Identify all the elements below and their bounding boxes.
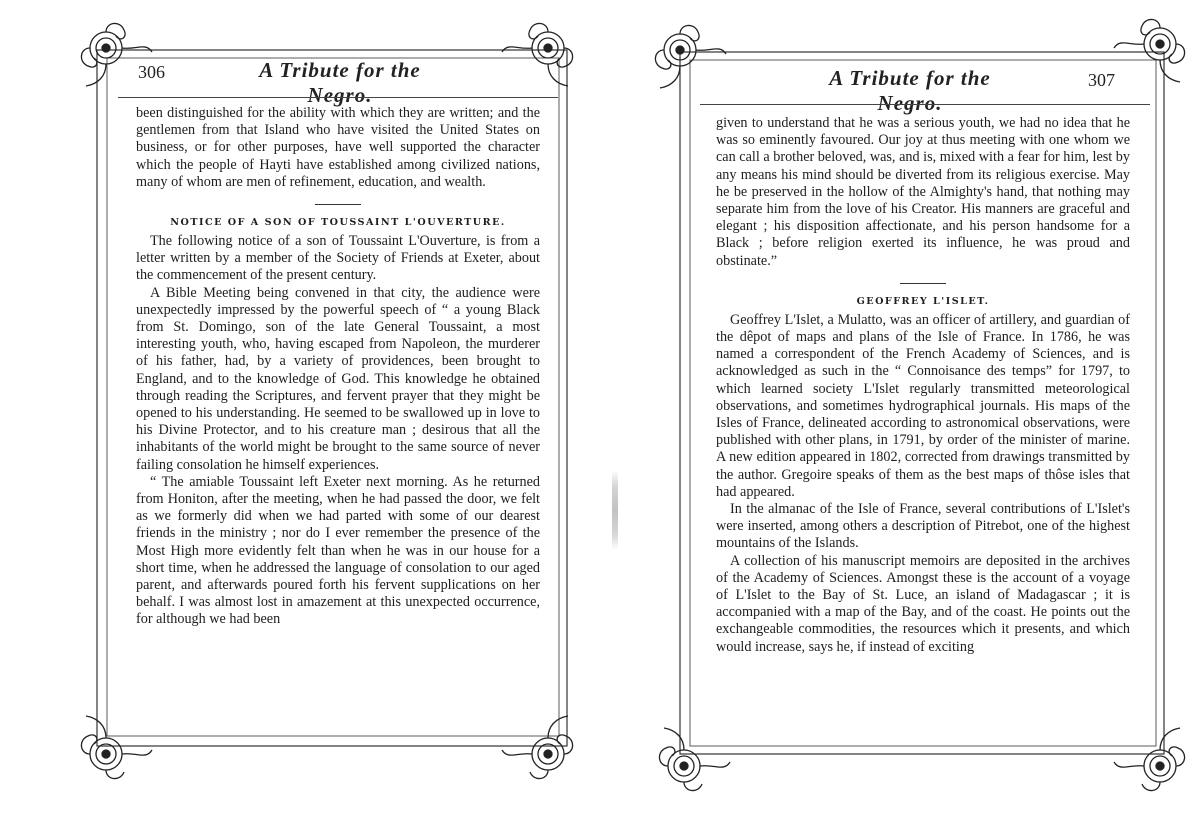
intro-paragraph: given to understand that he was a serious youth, we had no idea that he was so eminently favoured. Our joy at thus meeting with one whom we can call a brother beloved, was, and is, mixed with a fear for him, lest by any means his mind should be diverted from its religious exercise. May he be preserved in the hollow of the Almighty's hand, that nothing may separate him from the love of his Creator. His manners are graceful and elegant ; his disposition affectionate, and his person handsome for a Black ; before religion exerted its influence, he was proud and obstinate.” bbox=[716, 115, 1130, 269]
section-divider bbox=[900, 283, 946, 284]
corner-ornament-top-right bbox=[1110, 14, 1190, 86]
body-paragraph: “ The amiable Toussaint left Exeter next morning. As he returned from Honiton, after the meeting, when he had passed the door, we felt as we formerly did when we had parted with some of our dearest friends in the ministry ; nor do I ever remember the presence of the Most High more evidently felt than when he was in our house for a short time, when he addressed the language of consolation to our aged parent, and afterwards poured forth his fervent supplications on her behalf. I was almost lost in amazement at this unexpected occurrence, for although we had been bbox=[136, 473, 540, 628]
corner-ornament-top-right bbox=[498, 18, 578, 90]
header-rule bbox=[700, 104, 1150, 105]
corner-ornament-bottom-left bbox=[76, 712, 156, 784]
body-paragraph: Geoffrey L'Islet, a Mulatto, was an officer of artillery, and guardian of the dêpot of maps and plans of the Isle of France. In 1786, he was named a correspondent of the French Academy of Sciences, and is acknowledged as such in the “ Connoisance des temps” for 1797, to which learned society L'Islet regularly transmitted meteorological observations, and sometimes hydrographical journals. His maps of the Isles of France, delineated according to astronomical observations, were published with other plans, in 1791, by order of the minister of marine. A new edition appeared in 1802, corrected from drawings transmitted by the author. Gregoire speaks of them as the best maps of thôse isles that had appeared. bbox=[716, 311, 1130, 500]
body-paragraph: A Bible Meeting being convened in that city, the audience were unexpectedly impressed by the powerful speech of “ a young Black from St. Domingo, son of the late General Toussaint, a most interesting youth, who, having escaped from Napoleon, the murderer of his father, had, by a variety of providences, been brought to England, and to the knowledge of God. This knowledge he obtained through reading the Scriptures, and fervent prayer that they might be opened to his understanding. He seemed to be swallowed up in love to his Divine Protector, and to his creature man ; desirous that all the inhabitants of the world might be brought to the same source of never failing consolation he himself experiences. bbox=[136, 284, 540, 473]
header-rule bbox=[118, 97, 558, 98]
section-heading: NOTICE OF A SON OF TOUSSAINT L'OUVERTURE. bbox=[170, 217, 506, 229]
body-paragraph: A collection of his manuscript memoirs are deposited in the archives of the Academy of Sciences. Amongst these is the account of a voyage of L'Islet to the Bay of St. Luce, an island of Madagascar ; it is accompanied with a map of the Bay, and of the coast. He points out the exchangeable commodities, the resources which it presents, and which would increase, says he, if instead of exciting bbox=[716, 552, 1130, 655]
right-page-text bbox=[716, 115, 1130, 656]
section-divider bbox=[315, 204, 361, 205]
corner-ornament-top-left bbox=[650, 20, 730, 92]
body-paragraph: In the almanac of the Isle of France, several contributions of L'Islet's were inserted, among others a description of Pitrebot, one of the highest mountains of the Islands. bbox=[716, 501, 1130, 552]
left-page-text bbox=[136, 105, 540, 629]
corner-ornament-bottom-right bbox=[498, 712, 578, 784]
section-heading: GEOFFREY L'ISLET. bbox=[856, 295, 990, 307]
page-number: 307 bbox=[1088, 70, 1115, 90]
right-page bbox=[610, 0, 1200, 816]
running-head: A Tribute for the Negro. bbox=[829, 66, 991, 115]
body-paragraph: The following notice of a son of Toussaint L'Ouverture, is from a letter written by a member of the Society of Friends at Exeter, about the commencement of the present century. bbox=[136, 233, 540, 284]
page-number: 306 bbox=[138, 62, 165, 82]
corner-ornament-bottom-right bbox=[1110, 724, 1190, 796]
running-head: A Tribute for the Negro. bbox=[259, 58, 421, 107]
intro-paragraph: been distinguished for the ability with which they are written; and the gentlemen from that Island who have visited the United States on business, or for other purposes, have well supported the character which the people of Hayti have established among civilized nations, many of whom are men of refinement, education, and wealth. bbox=[136, 105, 540, 190]
corner-ornament-bottom-left bbox=[654, 724, 734, 796]
